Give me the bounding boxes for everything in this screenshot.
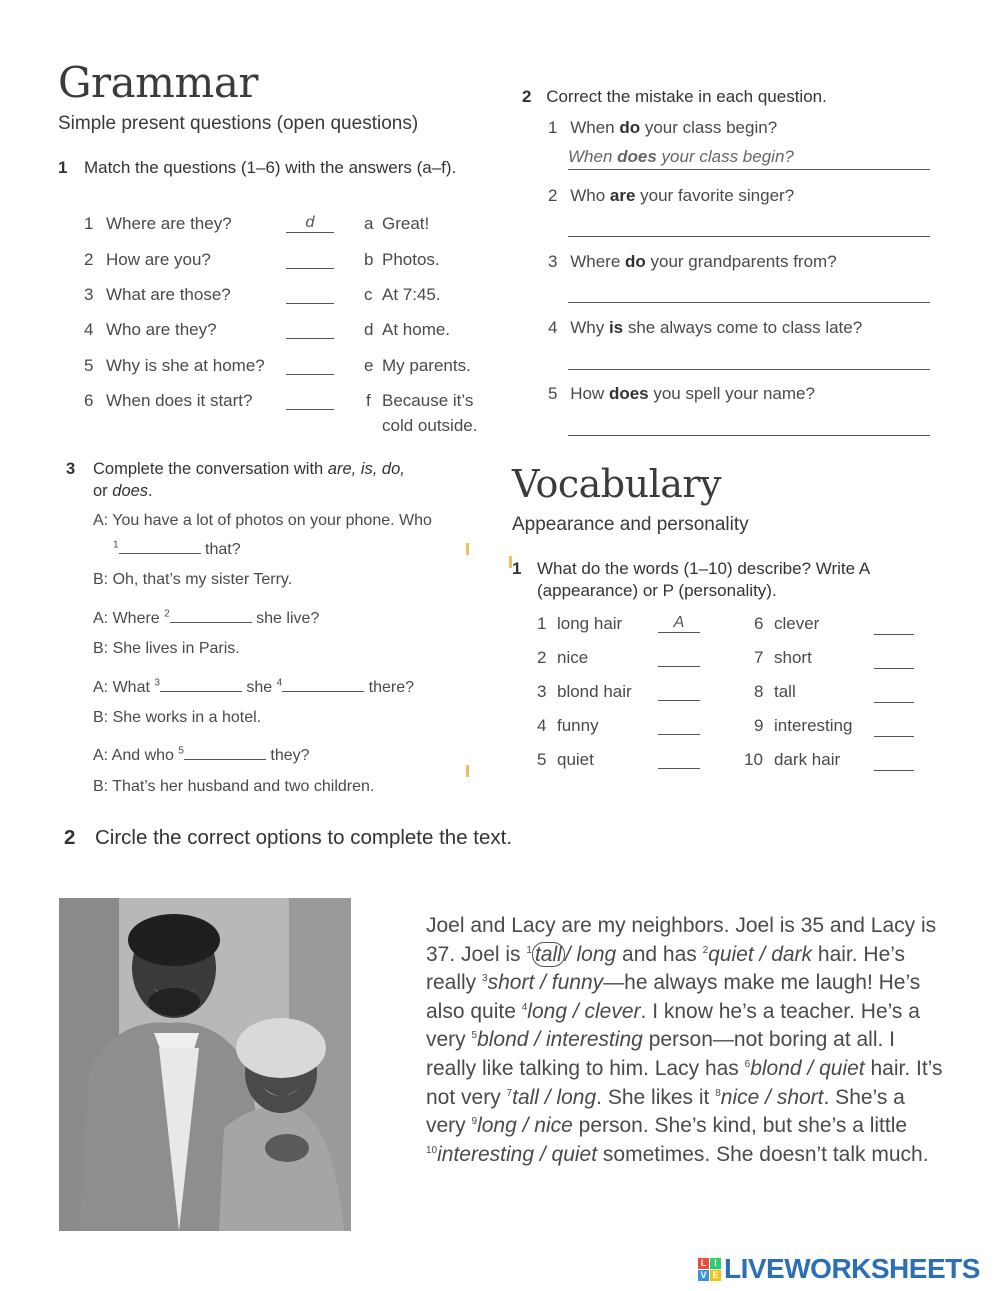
- instruction-text: .: [148, 482, 153, 500]
- answer-line[interactable]: [568, 235, 930, 237]
- vocab-row: [537, 614, 685, 634]
- blank-number: 5: [178, 745, 184, 757]
- correct-item: [548, 318, 948, 338]
- conv-line: B: She lives in Paris.: [93, 640, 240, 657]
- q-number: 1: [84, 214, 94, 233]
- word-number: 2: [537, 648, 547, 667]
- option[interactable]: long / clever: [527, 999, 641, 1023]
- q-text: Who are they?: [106, 320, 217, 339]
- answer-blank[interactable]: [286, 391, 334, 410]
- a-text-cont: cold outside.: [382, 416, 478, 435]
- conv-line: A: You have a lot of photos on your phone. Who: [93, 512, 432, 529]
- ex-number: 2: [64, 826, 76, 849]
- blank-number: 3: [154, 677, 160, 689]
- a-letter: c: [364, 285, 373, 304]
- a-text: Photos.: [382, 250, 440, 269]
- couple-photo: [59, 898, 351, 1231]
- grammar-ex1-instruction-block: [58, 157, 488, 179]
- answer-blank[interactable]: [874, 686, 914, 703]
- conv-blank[interactable]: [160, 675, 242, 692]
- mistake-word: do: [619, 118, 641, 137]
- instruction-words: are, is, do,: [327, 460, 405, 478]
- a-text: My parents.: [382, 356, 471, 375]
- item-number: 4: [548, 318, 558, 337]
- passage-text: —he always make me laugh! He’s also quite: [426, 971, 921, 1023]
- correct-item: [548, 118, 948, 138]
- a-text: At 7:45.: [382, 285, 441, 304]
- answer-blank[interactable]: [874, 754, 914, 771]
- mistake-word: are: [609, 186, 636, 205]
- item-number: 1: [548, 118, 558, 137]
- logo-letter-tile: I: [710, 1258, 721, 1269]
- option-number: 1: [526, 944, 532, 956]
- correct-item: [548, 252, 948, 272]
- passage-text: hair. He’s really: [426, 942, 906, 995]
- option[interactable]: short / funny: [487, 971, 604, 995]
- ex-number: 1: [58, 158, 68, 177]
- word-text: funny: [557, 716, 599, 735]
- item-text: Why: [570, 318, 609, 337]
- word-number: 7: [754, 648, 764, 667]
- mark-decoration: [466, 765, 469, 777]
- vocab-row: [537, 750, 594, 770]
- a-letter: e: [364, 356, 374, 375]
- item-text: When: [570, 118, 620, 137]
- conv-line: B: Oh, that’s my sister Terry.: [93, 571, 293, 588]
- answer-blank[interactable]: [286, 356, 334, 375]
- q-text: Why is she at home?: [106, 356, 265, 375]
- q-number: 6: [84, 391, 94, 410]
- word-number: 6: [754, 614, 764, 633]
- a-letter: f: [366, 391, 371, 410]
- option[interactable]: / long: [564, 942, 617, 966]
- option-number: 8: [715, 1087, 721, 1099]
- blank-number: 2: [164, 608, 170, 620]
- q-text: What are those?: [106, 285, 231, 304]
- answer-line[interactable]: [568, 368, 930, 370]
- vocab-ex1-instruction: What do the words (1–10) describe? Write A (appearance) or P (personality).: [537, 559, 870, 600]
- vocabulary-title: Vocabulary: [512, 462, 722, 506]
- item-text: your favorite singer?: [635, 186, 795, 205]
- item-text: your grandparents from?: [645, 252, 837, 271]
- grammar-ex2-instruction: Correct the mistake in each question.: [546, 87, 827, 106]
- word-text: dark hair: [774, 750, 841, 769]
- option[interactable]: blond / quiet: [750, 1056, 865, 1080]
- a-letter: b: [364, 250, 374, 269]
- example-answer: [568, 147, 930, 170]
- word-number: 5: [537, 750, 547, 769]
- q-text: How are you?: [106, 250, 211, 269]
- conv-text: she live?: [256, 610, 320, 627]
- vocab-ex2-instruction: Circle the correct options to complete the text.: [95, 826, 513, 849]
- word-number: 3: [537, 682, 547, 701]
- passage-text: person—not boring at all. I really like talking to him. Lacy has: [426, 1028, 896, 1080]
- conv-text: she: [246, 679, 273, 696]
- conv-blank[interactable]: [184, 743, 266, 760]
- a-letter: d: [364, 320, 374, 339]
- mark-decoration: [466, 543, 469, 555]
- conv-line: [113, 537, 241, 559]
- answer-blank[interactable]: [874, 720, 914, 737]
- word-text: long hair: [557, 614, 623, 633]
- item-number: 5: [548, 384, 558, 403]
- a-letter: a: [364, 214, 374, 233]
- option[interactable]: quiet / dark: [708, 942, 813, 966]
- answer-blank[interactable]: [286, 285, 334, 304]
- option-number: 3: [482, 973, 488, 985]
- vocabulary-subtitle: Appearance and personality: [512, 514, 749, 535]
- word-text: quiet: [557, 750, 594, 769]
- passage-text: hair. It’s not very: [426, 1056, 943, 1109]
- vocab-ex2-instruction-block: [64, 824, 544, 851]
- passage-text: . She likes it: [596, 1085, 716, 1109]
- conv-blank[interactable]: [282, 675, 364, 692]
- instruction-words: does: [112, 482, 149, 500]
- q-number: 3: [84, 285, 94, 304]
- conv-line: B: She works in a hotel.: [93, 709, 262, 726]
- option[interactable]: nice / short: [720, 1085, 824, 1109]
- reading-passage: [426, 912, 946, 1169]
- match-row: [84, 250, 504, 274]
- brand-name: LIVEWORKSHEETS: [724, 1253, 980, 1284]
- match-row: [84, 214, 504, 238]
- item-text: Where: [570, 252, 625, 271]
- word-text: short: [774, 648, 812, 667]
- correct-item: [548, 384, 948, 404]
- q-number: 5: [84, 356, 94, 375]
- vocab-row: [537, 682, 632, 702]
- conv-blank[interactable]: [119, 537, 201, 554]
- answer-bold: does: [617, 147, 657, 166]
- conv-line: [93, 743, 310, 765]
- conv-line: [93, 675, 414, 697]
- item-number: 3: [548, 252, 558, 271]
- mistake-word: does: [608, 384, 649, 403]
- option[interactable]: interesting / quiet: [437, 1142, 598, 1166]
- answer-blank[interactable]: [874, 652, 914, 669]
- answer-blank[interactable]: [286, 320, 334, 339]
- conv-line: B: That’s her husband and two children.: [93, 778, 375, 795]
- vocab-row: [537, 716, 599, 736]
- grammar-ex3-instruction-block: [66, 458, 466, 502]
- conv-text: A: What: [93, 679, 150, 696]
- option-number: 10: [426, 1144, 438, 1156]
- word-text: interesting: [774, 716, 853, 735]
- instruction-text: Complete the conversation with: [93, 460, 328, 478]
- passage-text: person. She’s kind, but she’s a little: [572, 1114, 908, 1138]
- conv-text: A: Where: [93, 610, 160, 627]
- vocab-ex1-instruction-block: [512, 558, 942, 602]
- logo-letter-tile: V: [698, 1270, 709, 1281]
- a-text: Because it’s: [382, 391, 474, 410]
- vocab-row: [537, 648, 589, 668]
- match-row: [84, 285, 504, 309]
- conv-line: [93, 606, 319, 628]
- ex-number: 3: [66, 460, 76, 478]
- ex-number: 2: [522, 87, 532, 106]
- item-text: your class begin?: [640, 118, 778, 137]
- ex-number: 1: [512, 559, 522, 578]
- instruction-text: or: [93, 482, 113, 500]
- word-number: 9: [754, 716, 764, 735]
- a-text: Great!: [382, 214, 430, 233]
- word-number: 4: [537, 716, 547, 735]
- conv-text: A: And who: [93, 747, 174, 764]
- passage-text: . I know he’s a teacher. He’s a very: [426, 999, 920, 1052]
- blank-number: 4: [276, 677, 283, 689]
- q-text: When does it start?: [106, 391, 253, 410]
- word-number: 1: [537, 614, 547, 633]
- option[interactable]: tall / long: [512, 1085, 597, 1109]
- item-text: she always come to class late?: [623, 318, 863, 337]
- match-row: [84, 320, 504, 344]
- grammar-ex1-instruction: Match the questions (1–6) with the answers (a–f).: [84, 158, 457, 177]
- q-number: 2: [84, 250, 94, 269]
- blank-number: 1: [113, 539, 119, 551]
- conv-blank[interactable]: [170, 606, 252, 623]
- word-text: tall: [774, 682, 796, 701]
- q-text: Where are they?: [106, 214, 232, 233]
- answer-line[interactable]: [568, 434, 930, 436]
- answer-blank[interactable]: [658, 682, 700, 701]
- grammar-title: Grammar: [58, 58, 258, 107]
- word-text: blond hair: [557, 682, 632, 701]
- word-number: 8: [754, 682, 764, 701]
- match-row: [84, 391, 504, 441]
- conv-text: there?: [368, 679, 415, 696]
- logo-letter-tile: L: [698, 1258, 709, 1269]
- match-row: [84, 356, 504, 380]
- answer-blank[interactable]: [658, 716, 700, 735]
- answer-blank[interactable]: [874, 618, 914, 635]
- correct-item: [548, 186, 948, 206]
- mistake-word: do: [625, 252, 646, 271]
- passage-text: Joel and Lacy are my neighbors. Joel is 35 and Lacy is 37. Joel is: [426, 914, 937, 966]
- liveworksheets-logo[interactable]: [698, 1254, 980, 1284]
- item-number: 2: [548, 186, 558, 205]
- item-text: How: [570, 384, 609, 403]
- logo-icon: [698, 1258, 721, 1281]
- answer-blank[interactable]: A: [658, 614, 700, 633]
- grammar-subtitle: Simple present questions (open questions): [58, 113, 419, 134]
- answer-blank[interactable]: [286, 250, 334, 269]
- conv-text: they?: [270, 747, 310, 764]
- q-number: 4: [84, 320, 94, 339]
- word-text: clever: [774, 614, 820, 633]
- passage-text: sometimes. She doesn’t talk much.: [597, 1142, 929, 1166]
- word-number: 10: [744, 750, 763, 769]
- item-text: Who: [570, 186, 610, 205]
- word-text: nice: [557, 648, 589, 667]
- option[interactable]: long / nice: [477, 1114, 573, 1138]
- mistake-word: is: [608, 318, 624, 337]
- answer-line[interactable]: [568, 301, 930, 303]
- option-number: 9: [471, 1116, 478, 1128]
- logo-letter-tile: E: [710, 1270, 721, 1281]
- option-number: 2: [702, 944, 709, 956]
- answer-blank[interactable]: d: [286, 214, 334, 233]
- option-number: 6: [744, 1058, 751, 1070]
- a-text: At home.: [382, 320, 451, 339]
- option-circled[interactable]: tall: [532, 942, 565, 967]
- option-number: 7: [506, 1087, 513, 1099]
- couple-photo-illustration: [59, 898, 351, 1231]
- option[interactable]: blond / interesting: [477, 1028, 643, 1052]
- passage-text: . She’s a very: [426, 1085, 905, 1138]
- option-number: 5: [471, 1030, 478, 1042]
- answer-blank[interactable]: [658, 750, 700, 769]
- conv-text: that?: [205, 541, 241, 558]
- answer-text: When: [568, 147, 618, 166]
- item-text: you spell your name?: [648, 384, 815, 403]
- option-number: 4: [521, 1001, 528, 1013]
- passage-text: and has: [616, 942, 703, 966]
- answer-text: your class begin?: [656, 147, 794, 166]
- grammar-ex2-instruction-block: [522, 86, 942, 108]
- answer-blank[interactable]: [658, 648, 700, 667]
